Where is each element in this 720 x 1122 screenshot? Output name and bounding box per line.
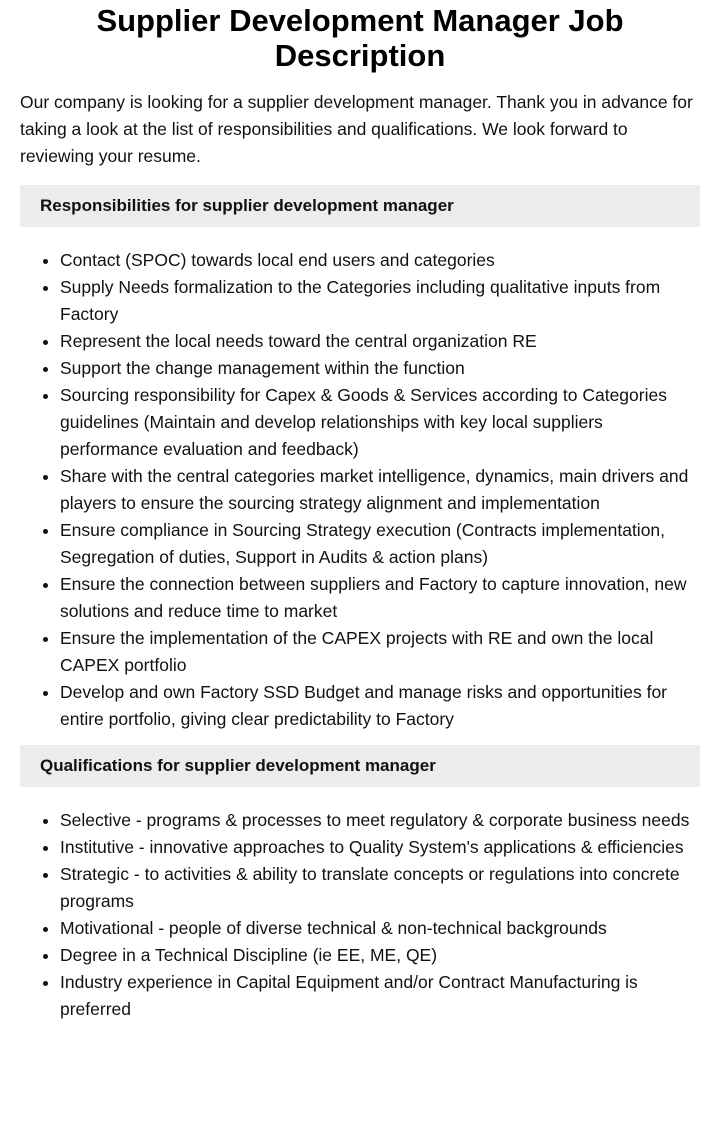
list-item: • Ensure the implementation of the CAPEX projects with RE and own the local CAPEX portfolio [60,625,700,679]
responsibilities-heading: Responsibilities for supplier development manager [20,185,700,227]
list-item: • Supply Needs formalization to the Categories including qualitative inputs from Factory [60,274,700,328]
list-item: • Motivational - people of diverse technical & non-technical backgrounds [60,915,700,942]
responsibilities-list [20,247,700,733]
list-item: • Selective - programs & processes to meet regulatory & corporate business needs [60,807,700,834]
list-item: • Represent the local needs toward the central organization RE [60,328,700,355]
list-item: • Industry experience in Capital Equipment and/or Contract Manufacturing is preferred [60,969,700,1023]
list-item: • Institutive - innovative approaches to Quality System's applications & efficiencies [60,834,700,861]
list-item: • Contact (SPOC) towards local end users and categories [60,247,700,274]
job-description-page [0,3,720,1122]
list-item: • Strategic - to activities & ability to translate concepts or regulations into concrete programs [60,861,700,915]
list-item: • Support the change management within the function [60,355,700,382]
list-item: • Share with the central categories market intelligence, dynamics, main drivers and players to ensure the sourcing strategy alignment and implementation [60,463,700,517]
list-item: • Sourcing responsibility for Capex & Goods & Services according to Categories guidelines (Maintain and develop relationships with key local suppliers performance evaluation and feedback) [60,382,700,463]
list-item: • Degree in a Technical Discipline (ie EE, ME, QE) [60,942,700,969]
list-item: • Ensure the connection between suppliers and Factory to capture innovation, new solutions and reduce time to market [60,571,700,625]
qualifications-heading: Qualifications for supplier development manager [20,745,700,787]
list-item: • Ensure compliance in Sourcing Strategy execution (Contracts implementation, Segregation of duties, Support in Audits & action plans) [60,517,700,571]
qualifications-list [20,807,700,1023]
page-title: Supplier Development Manager Job Description [96,3,624,73]
intro-paragraph: Our company is looking for a supplier development manager. Thank you in advance for taking a look at the list of responsibilities and qualifications. We look forward to reviewing your resume. [20,92,693,166]
list-item: • Develop and own Factory SSD Budget and manage risks and opportunities for entire portfolio, giving clear predictability to Factory [60,679,700,733]
